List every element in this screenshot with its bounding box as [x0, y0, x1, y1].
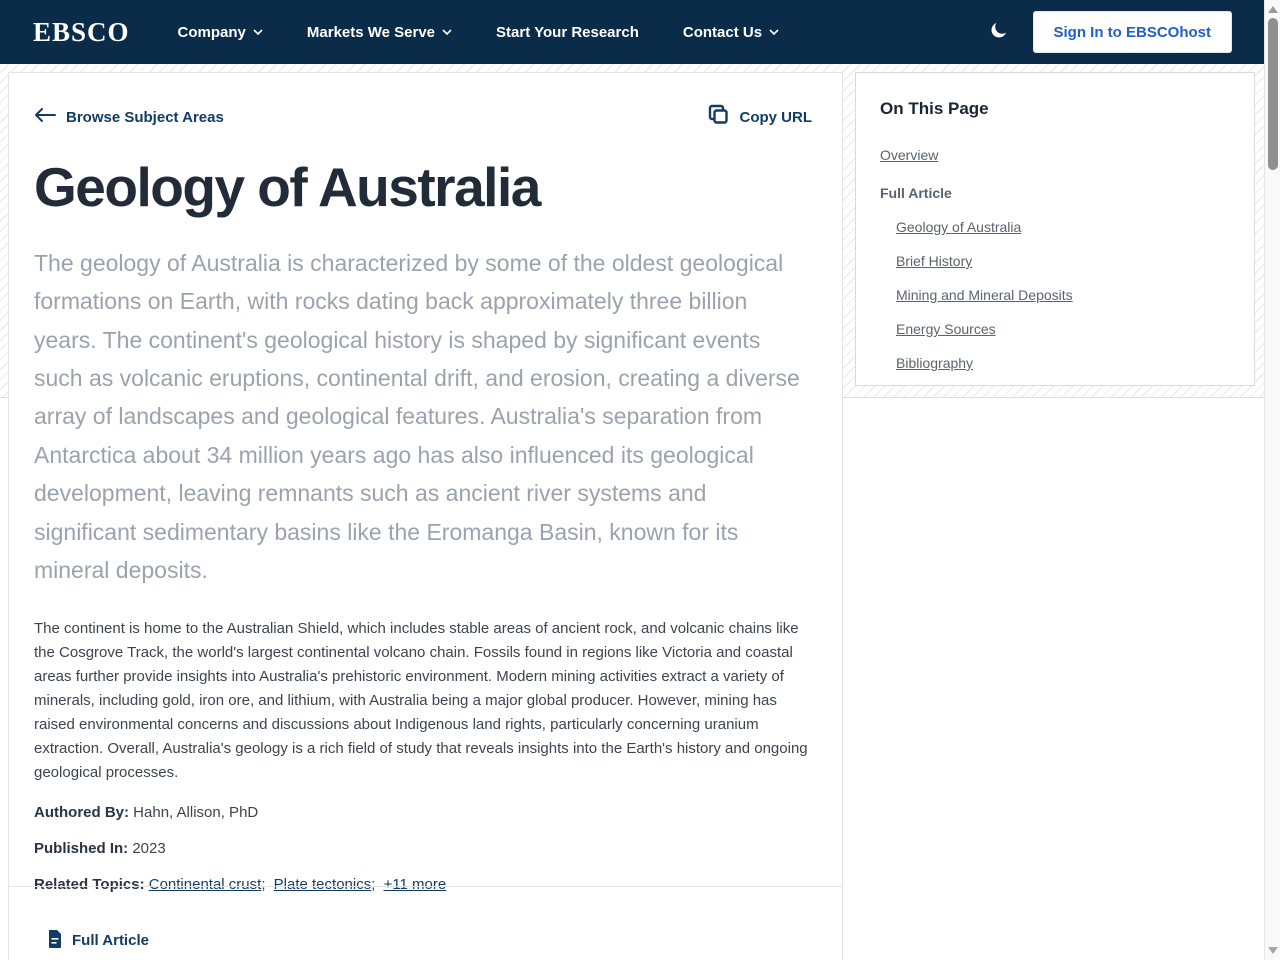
nav-item-label: Start Your Research	[496, 23, 639, 41]
published-in-value: 2023	[132, 840, 166, 858]
moon-icon	[989, 20, 1009, 45]
dark-mode-toggle[interactable]	[987, 20, 1011, 44]
article-lead-paragraph: The geology of Australia is characterized by some of the oldest geological formations on Earth, with rocks dating back approximately three billion years. The continent's geological history is shaped by significant events such as volcanic eruptions, continental drift, and erosion, creating a diverse array of landscapes and geological features. Australia's separation from Antarctica about 34 million years ago has also influenced its geological development, leaving remnants such as ancient river systems and significant sedimentary basins like the Eromanga Basin, known for its mineral deposits.	[34, 249, 800, 583]
on-this-page-card	[855, 72, 1255, 386]
copy-icon	[707, 103, 729, 131]
toc-section-full-article: Full Article	[880, 185, 952, 201]
authored-by-value: Hahn, Allison, PhD	[133, 804, 259, 822]
article-body-paragraph: The continent is home to the Australian Shield, which includes stable areas of ancient rock, and volcanic chains like the Cosgrove Track, the world's largest continental volcano chain. Fossils found in regions like Victoria and coastal areas further provide insights into Australia's prehistoric environment. Modern mining activities extract a variety of minerals, including gold, iron ore, and lithium, with Australia being a major global producer. However, mining has raised environmental concerns and discussions about Indigenous land rights, particularly concerning uranium extraction. Overall, Australia's geology is a rich field of study that reveals insights into the Earth's history and ongoing geological processes.	[34, 620, 808, 782]
copy-url-label: Copy URL	[739, 108, 812, 126]
nav-item-contact-us[interactable]	[683, 24, 779, 41]
page-title: Geology of Australia	[34, 156, 540, 218]
related-topics-label: Related Topics:	[34, 876, 145, 894]
nav-item-markets[interactable]	[307, 24, 452, 41]
related-topic-link[interactable]: Plate tectonics	[273, 876, 372, 894]
top-navigation-bar	[0, 0, 1280, 64]
page-scrollbar[interactable]	[1264, 0, 1280, 960]
nav-right-group	[987, 11, 1233, 53]
browse-subject-areas-link[interactable]	[34, 108, 224, 126]
nav-item-company[interactable]	[178, 24, 263, 41]
toc-link-overview[interactable]: Overview	[880, 147, 939, 163]
toc-link-bibliography[interactable]: Bibliography	[896, 355, 974, 371]
toc-link-geology-of-australia[interactable]: Geology of Australia	[896, 219, 1022, 235]
chevron-down-icon	[253, 29, 263, 35]
on-this-page-title: On This Page	[880, 99, 989, 118]
scrollbar-down-arrow[interactable]	[1268, 947, 1278, 954]
authored-by-label: Authored By:	[34, 804, 129, 822]
article-toolbar	[34, 103, 812, 131]
nav-item-start-research[interactable]	[496, 24, 639, 41]
published-in-row	[34, 840, 812, 857]
scrollbar-thumb[interactable]	[1268, 18, 1278, 170]
toc-link-mining-and-mineral-deposits[interactable]: Mining and Mineral Deposits	[896, 287, 1073, 303]
published-in-label: Published In:	[34, 840, 129, 858]
back-arrow-icon	[34, 108, 56, 126]
article-card	[8, 72, 843, 960]
authored-by-row	[34, 804, 812, 821]
nav-item-label: Contact Us	[682, 23, 763, 41]
full-article-label: Full Article	[72, 932, 149, 949]
primary-nav	[178, 24, 780, 41]
toc-link-energy-sources[interactable]: Energy Sources	[896, 321, 996, 337]
full-article-link[interactable]	[48, 930, 149, 952]
copy-url-button[interactable]	[707, 103, 813, 131]
related-topic-link[interactable]: Continental crust	[148, 876, 262, 894]
document-icon	[48, 930, 62, 952]
related-topics-more-link[interactable]: +11 more	[383, 876, 447, 894]
toc-link-brief-history[interactable]: Brief History	[896, 253, 973, 269]
back-link-label: Browse Subject Areas	[66, 108, 224, 126]
scrollbar-up-arrow[interactable]	[1268, 6, 1278, 13]
sign-in-button[interactable]: Sign In to EBSCOhost	[1033, 11, 1233, 53]
topic-separator: ;	[261, 876, 266, 894]
full-article-section	[9, 886, 842, 960]
topic-separator: ;	[371, 876, 376, 894]
chevron-down-icon	[442, 29, 452, 35]
ebsco-logo[interactable]: EBSCO	[33, 16, 130, 47]
chevron-down-icon	[769, 29, 779, 35]
nav-item-label: Company	[177, 23, 246, 41]
nav-item-label: Markets We Serve	[306, 23, 436, 41]
